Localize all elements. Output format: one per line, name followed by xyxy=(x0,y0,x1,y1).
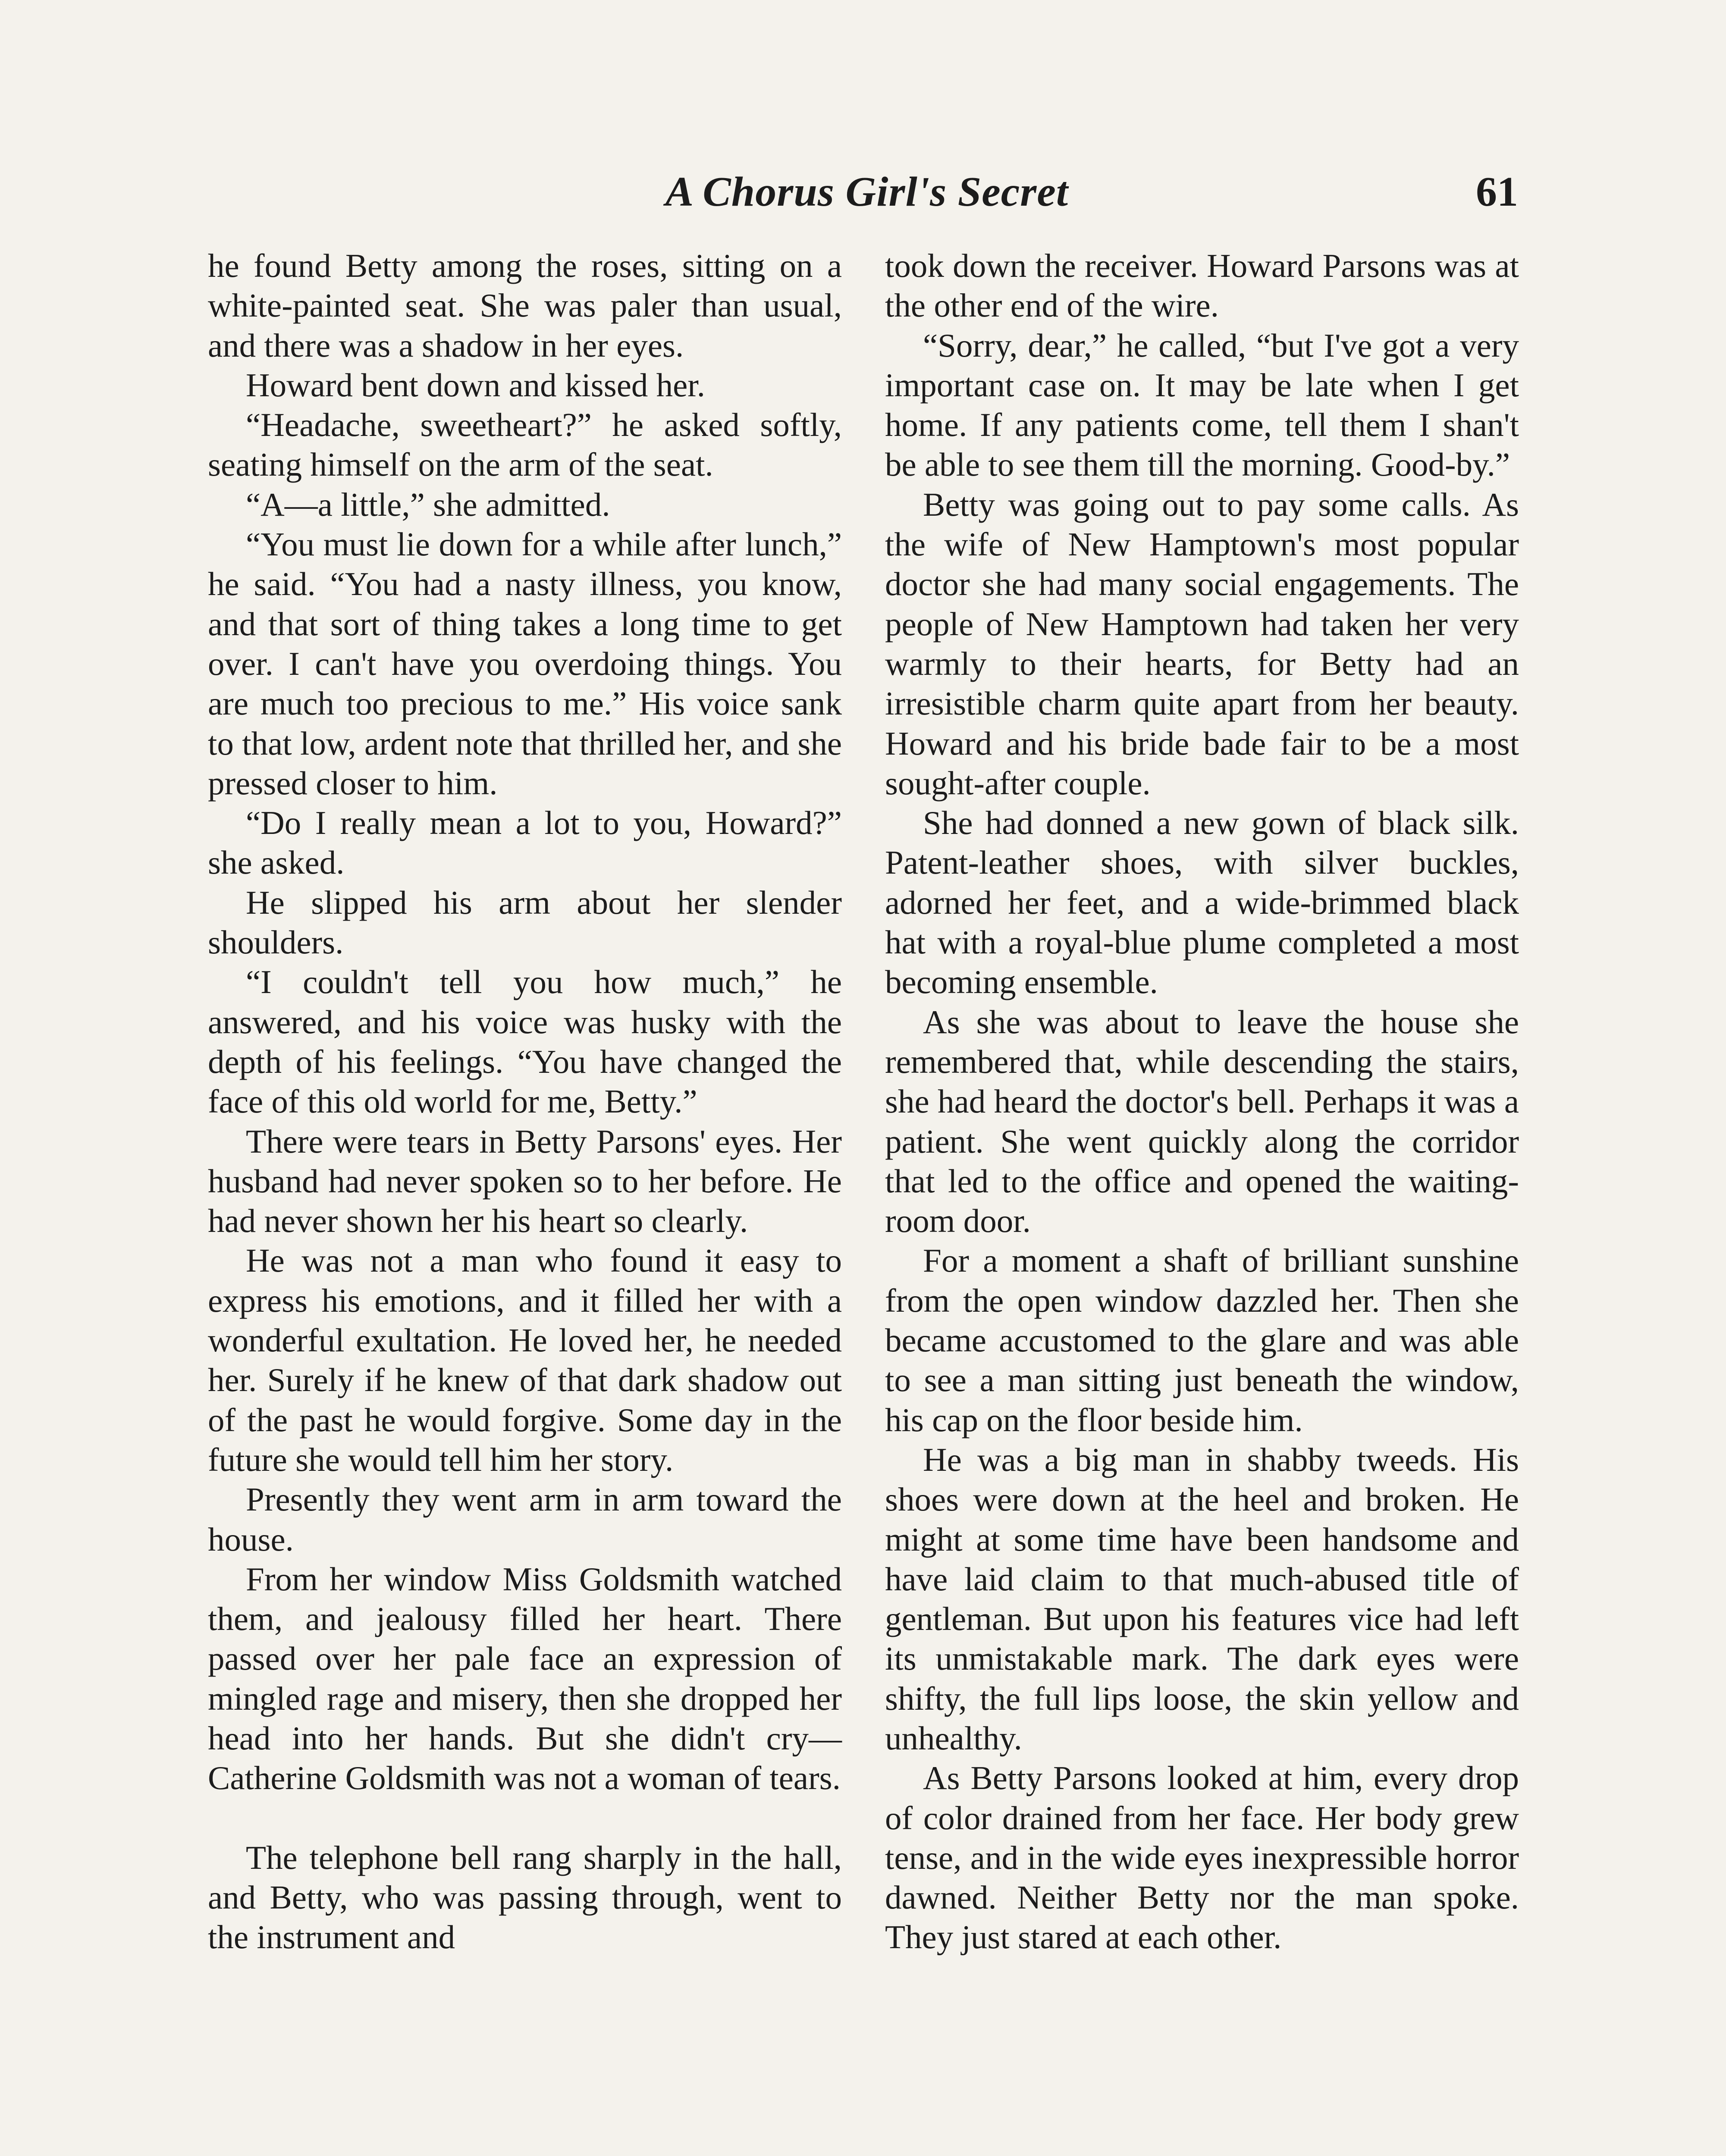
paragraph: “Sorry, dear,” he called, “but I've got a very important case on. It may be late when I get home. If any patients come, tell them I shan't be able to see them till the morning. Good-by.” xyxy=(885,326,1519,483)
paragraph: “Do I really mean a lot to you, Howard?” she asked. xyxy=(208,804,842,881)
left-text-column xyxy=(208,246,842,1957)
paragraph: He was a big man in shabby tweeds. His shoes were down at the heel and broken. He might at some time have been handsome and have laid claim to that much-abused title of gentleman. But upon his features vice had left its unmistakable mark. The dark eyes were shifty, the full lips loose, the skin yellow and unhealthy. xyxy=(885,1441,1519,1757)
paragraph: took down the receiver. Howard Parsons was at the other end of the wire. xyxy=(885,247,1519,324)
paragraph: “I couldn't tell you how much,” he answered, and his voice was husky with the depth of his feelings. “You have changed the face of this old world for me, Betty.” xyxy=(208,963,842,1120)
paragraph: As Betty Parsons looked at him, every drop of color drained from her face. Her body grew tense, and in the wide eyes inexpressible horror dawned. Neither Betty nor the man spoke. They just stared at each other. xyxy=(885,1759,1519,1956)
paragraph: For a moment a shaft of brilliant sunshine from the open window dazzled her. Then she became accustomed to the glare and was able to see a man sitting just beneath the window, his cap on the floor beside him. xyxy=(885,1242,1519,1438)
running-header xyxy=(211,162,1522,222)
paragraph: From her window Miss Goldsmith watched them, and jealousy filled her heart. There passed over her pale face an expression of mingled rage and misery, then she dropped her head into her hands. But she didn't cry—Catherine Goldsmith was not a woman of tears. xyxy=(208,1560,842,1797)
right-text-column xyxy=(885,246,1519,1957)
paragraph: He was not a man who found it easy to express his emotions, and it filled her with a wonderful exultation. He loved her, he needed her. Surely if he knew of that dark shadow out of the past he would forgive. Some day in the future she would tell him her story. xyxy=(208,1242,842,1478)
paragraph: She had donned a new gown of black silk. Patent-leather shoes, with silver buckles, adorned her feet, and a wide-brimmed black hat with a royal-blue plume completed a most becoming ensemble. xyxy=(885,804,1519,1001)
paragraph: The telephone bell rang sharply in the hall, and Betty, who was passing through, went to the instrument and xyxy=(208,1839,842,1956)
page-number: 61 xyxy=(1476,169,1518,215)
paragraph: There were tears in Betty Parsons' eyes. Her husband had never spoken so to her before. He had never shown her his heart so clearly. xyxy=(208,1122,842,1240)
paragraph: He slipped his arm about her slender shoulders. xyxy=(208,884,842,961)
paragraph: “Headache, sweetheart?” he asked softly, seating himself on the arm of the seat. xyxy=(208,406,842,483)
running-title: A Chorus Girl's Secret xyxy=(665,169,1069,215)
paragraph: Howard bent down and kissed her. xyxy=(246,366,705,404)
paragraph: he found Betty among the roses, sitting on a white-painted seat. She was paler than usual, and there was a shadow in her eyes. xyxy=(208,247,842,364)
paragraph: Presently they went arm in arm toward the house. xyxy=(208,1481,842,1558)
paragraph: As she was about to leave the house she remembered that, while descending the stairs, she had heard the doctor's bell. Perhaps it was a patient. She went quickly along the corridor that led to the office and opened the waiting-room door. xyxy=(885,1003,1519,1240)
paragraph: “A—a little,” she admitted. xyxy=(246,486,610,523)
paragraph: Betty was going out to pay some calls. As the wife of New Hamptown's most popular doctor she had many social engagements. The people of New Hamptown had taken her very warmly to their hearts, for Betty had an irresistible charm quite apart from her beauty. Howard and his bride bade fair to be a most sought-after couple. xyxy=(885,486,1519,802)
paragraph: “You must lie down for a while after lunch,” he said. “You had a nasty illness, you know, and that sort of thing takes a long time to get over. I can't have you overdoing things. You are much too precious to me.” His voice sank to that low, ardent note that thrilled her, and she pressed closer to him. xyxy=(208,526,842,802)
